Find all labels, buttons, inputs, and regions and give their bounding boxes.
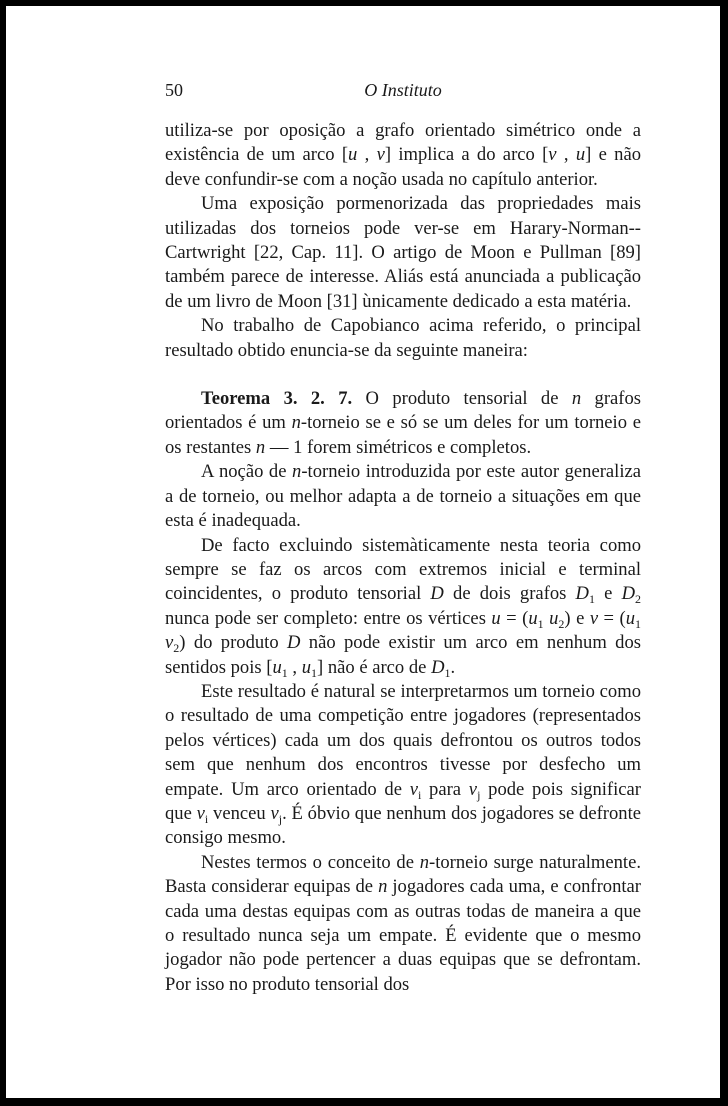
paragraph-7: Nestes termos o conceito de n-torneio surge naturalmente. Basta considerar equipas de n jogadores cada uma, e confrontar cada uma destas equipas com as outras todas de maneira a que o resultado nunca seja um empate. É evidente que o mesmo jogador não pode pertencer a duas equipas que se defrontam. Por isso no produto tensorial dos [165,851,642,995]
theorem-3-2-7: Teorema 3. 2. 7. O produto tensorial de n grafos orientados é um n-torneio se e só se um deles for um torneio e os restantes n — 1 forem simétricos e completos. [165,388,641,458]
paragraph-3: No trabalho de Capobianco acima referido, o principal resultado obtido enuncia-se da seguinte maneira: [165,315,641,361]
paragraph-1: utiliza-se por oposição a grafo orientado simétrico onde a existência de um arco [u , v] implica a do arco [v , u] e não deve confundir-se com a noção usada no capítulo anterior. [165,120,641,190]
theorem-title: Teorema 3. 2. 7. [201,388,353,410]
running-head [165,76,641,106]
paragraph-2: Uma exposição pormenorizada das propriedades mais utilizadas dos torneios pode ver-se em Harary-Norman--Cartwright [22, Cap. 11]. O artigo de Moon e Pullman [89] também parece de interesse. Aliás está anunciada a publicação de um livro de Moon [31] ùnicamente dedicado a esta matéria. [165,193,641,312]
paragraph-4: A noção de n-torneio introduzida por este autor generaliza a de torneio, ou melhor adapta a de torneio a situações em que esta é inadequada. [165,461,641,532]
paragraph-5: De facto excluindo sistemàticamente nesta teoria como sempre se faz os arcos com extremos inicial e terminal coincidentes, o produto tensorial D de dois grafos $D_1$ e $D_2$ nunca pode ser completo: entre os vértices $u = (u_1$ $u_2$) e $v = (u_1$ $v_2$) do produto D não pode existir um arco em nenhum dos sentidos pois [$u_1$ , $u_1$] não é arco de $D_1$. [165,534,642,680]
paragraph-6: Este resultado é natural se interpretarmos um torneio como o resultado de uma competição entre jogadores (representados pelos vértices) cada um dos quais defrontou os outros todos sem que nenhum dos encontros tivesse por desfecho um empate. Um arco orientado de $v_i$ para $v_j$ pode pois significar que $v_i$ venceu $v_j$. É óbvio que nenhum dos jogadores se defronte consigo mesmo. [165,680,641,849]
running-title: O Instituto [364,80,442,100]
page-content [165,76,641,997]
page-number: 50 [165,80,183,100]
